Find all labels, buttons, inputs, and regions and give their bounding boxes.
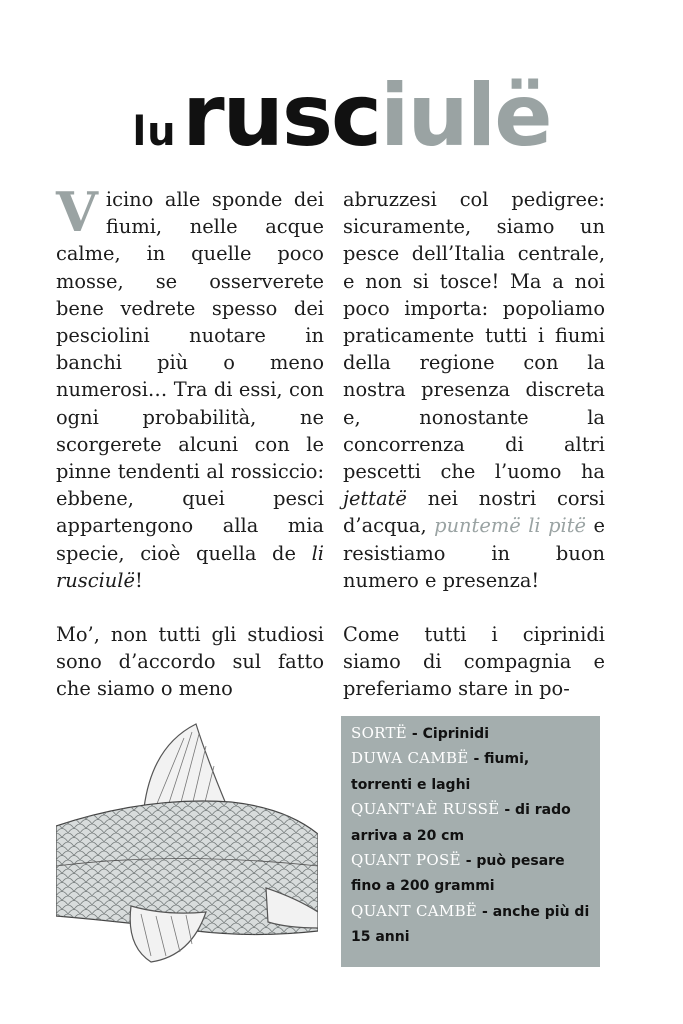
right-p1-italic: jettatë bbox=[343, 487, 407, 511]
left-p1-end: ! bbox=[134, 568, 143, 592]
species-info-box bbox=[341, 716, 600, 967]
title-prefix: lu bbox=[132, 109, 177, 155]
right-paragraph-2: Come tutti i ciprinidi siamo di compagnia e preferiamo stare in po- bbox=[343, 623, 605, 701]
right-p1-text: abruzzesi col pedigree: sicuramente, siamo un pesce dell’Italia centrale, e non si tosce! Ma a noi poco importa: popoliamo praticamente tutti i fiumi della regione con la nostra presenza discreta e, nonostante la concorrenza di altri pescetti che l’uomo ha bbox=[343, 188, 605, 484]
left-column bbox=[56, 180, 324, 730]
fish-illustration bbox=[56, 716, 318, 966]
info-item-habitat: DUWA CAMBË - fiumi, torrenti e laghi bbox=[351, 749, 530, 793]
left-paragraph-2: Mo’, non tutti gli studiosi sono d’accordo sul fatto che siamo o meno bbox=[56, 623, 324, 701]
title-part-dark: rusc bbox=[182, 66, 381, 166]
info-item-lifespan: QUANT CAMBË - anche più di 15 anni bbox=[351, 901, 590, 946]
info-item-size: QUANT'AÈ RUSSË - di rado arriva a 20 cm bbox=[351, 800, 571, 844]
info-item-weight: QUANT POSË - può pesare fino a 200 grammi bbox=[351, 851, 565, 895]
right-p1-end: e resistiamo in buon numero e presenza! bbox=[343, 514, 605, 592]
title-part-gray: iulë bbox=[380, 66, 551, 166]
right-p1-gray: puntemë li pitë bbox=[434, 514, 586, 538]
page-title bbox=[0, 66, 683, 166]
info-item-family: SORTË - Ciprinidi bbox=[351, 724, 490, 742]
left-paragraph-1 bbox=[56, 180, 324, 594]
right-p1-mid: nei nostri corsi d’acqua, bbox=[343, 487, 605, 538]
right-column bbox=[343, 186, 605, 730]
left-p1-text: icino alle sponde dei fiumi, nelle acque calme, in quelle poco mosse, se osserverete bene vedrete spesso dei pesciolini nuotare in banchi più o meno numerosi… Tra di essi, con ogni probabilità, ne scorgerete alcuni con le pinne tendenti al rossiccio: ebbene, quei pesci appartengono alla mia specie, cioè quella de bbox=[56, 188, 324, 565]
right-paragraph-1 bbox=[343, 186, 605, 594]
left-p1-italic: li rusciulë bbox=[56, 541, 324, 592]
drop-cap: V bbox=[56, 180, 98, 244]
